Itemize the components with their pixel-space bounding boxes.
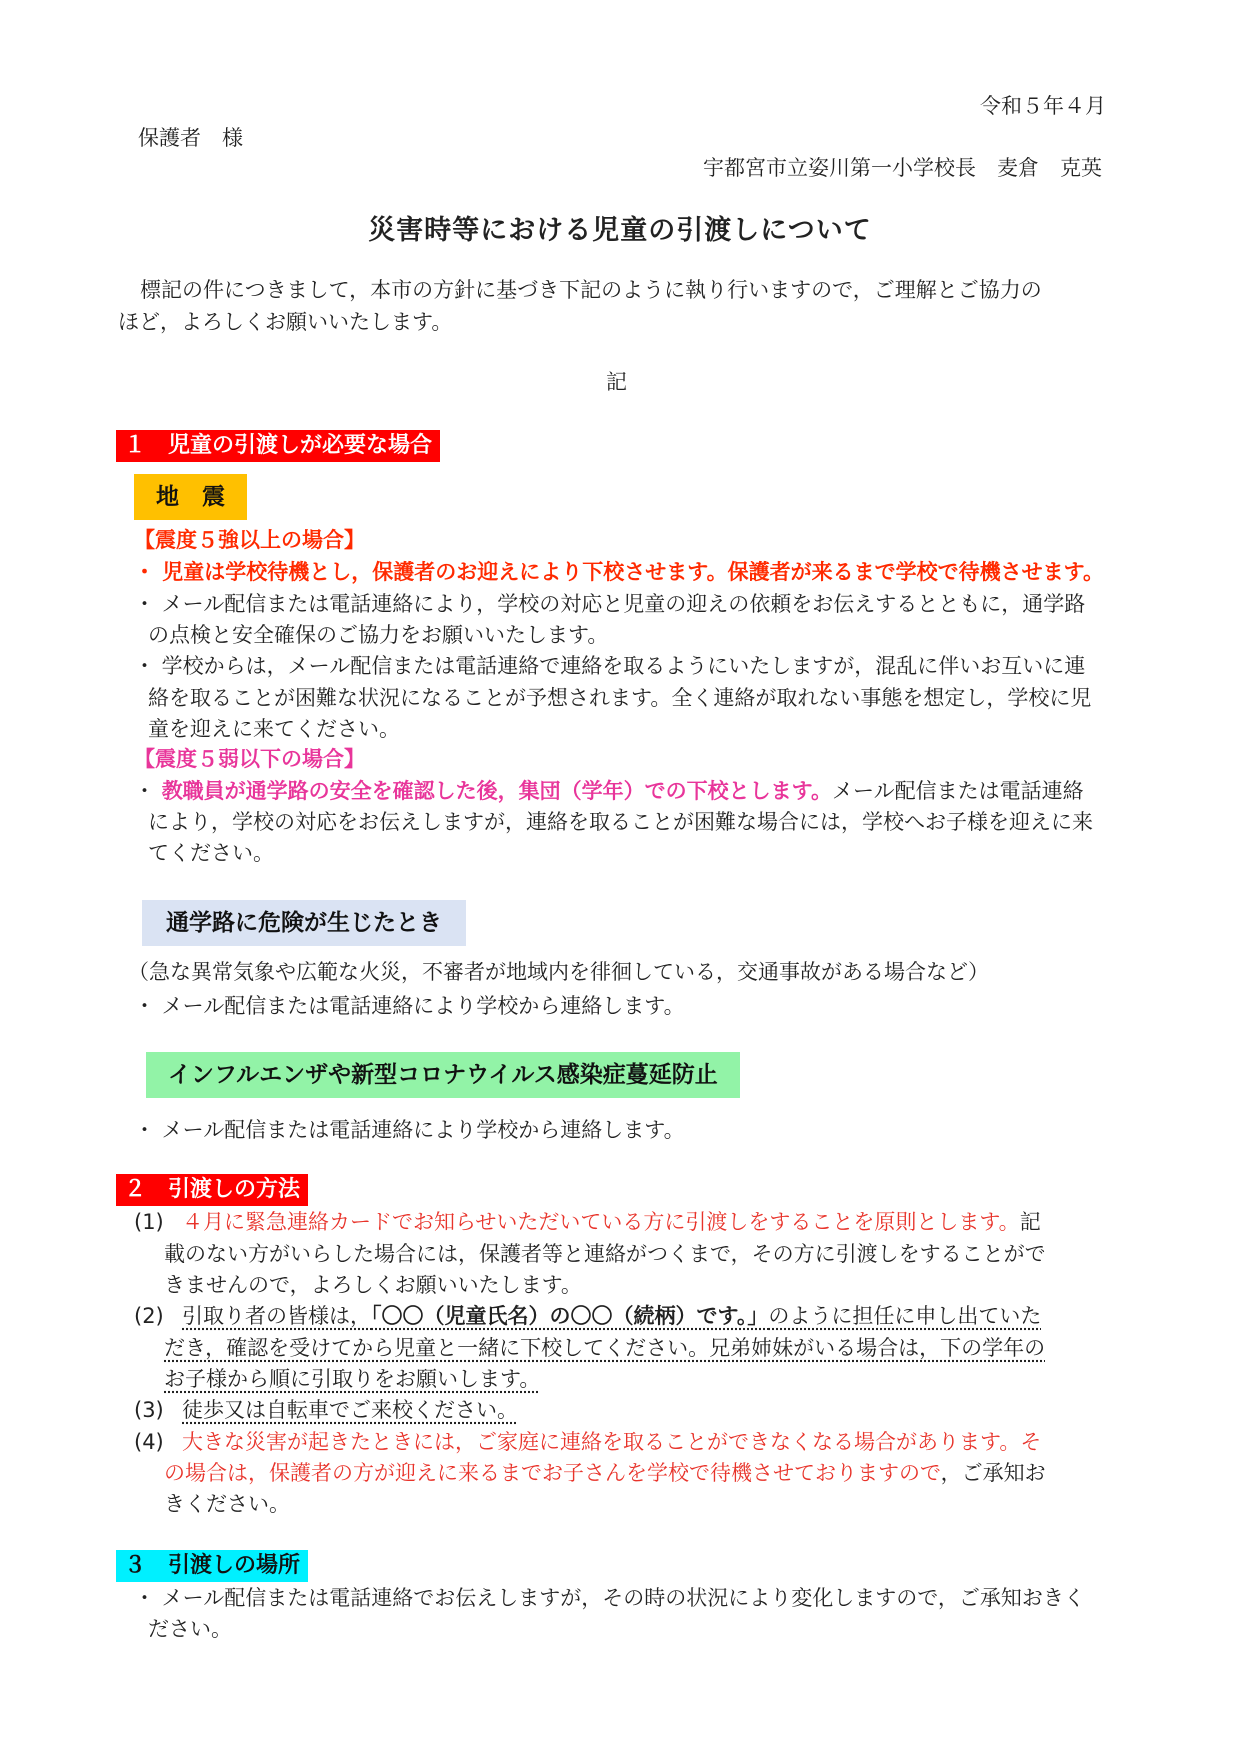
method-item-4-rest: ，ご承知お [940, 1461, 1046, 1485]
section-3-heading: ３ 引渡しの場所 [116, 1550, 308, 1582]
sender-line: 宇都宮市立姿川第一小学校長 麦倉 克英 [703, 156, 1102, 180]
strong-quake-bullet-c-line-1: ・ 学校からは，メール配信または電話連絡で連絡を取るようにいたしますが，混乱に伴いお互いに連 [134, 654, 1086, 678]
method-item-2-part-c: のように担任に申し出ていた [768, 1304, 1042, 1328]
method-item-4-line-2 [164, 1457, 1046, 1489]
method-item-4-line-3: きください。 [164, 1492, 290, 1516]
date-line: 令和５年４月 [980, 94, 1106, 118]
method-item-1-rest: 記 [1019, 1210, 1041, 1234]
earthquake-label: 地 震 [134, 474, 247, 520]
recipient-line: 保護者 様 [138, 126, 243, 150]
influenza-label: インフルエンザや新型コロナウイルス感染症蔓延防止 [146, 1052, 740, 1098]
method-item-4-line-1: 大きな災害が起きたときには，ご家庭に連絡を取ることができなくなる場合があります。そ [182, 1430, 1042, 1454]
method-item-4-num: (4) [134, 1430, 164, 1454]
bullet-mark: ・ [134, 779, 162, 803]
weak-quake-heading: 【震度５弱以下の場合】 [134, 747, 365, 771]
method-item-1-line-2: 載のない方がいらした場合には，保護者等と連絡がつくまで，その方に引渡しをすることがで [164, 1242, 1046, 1266]
weak-quake-rest: メール配信または電話連絡 [832, 779, 1084, 803]
strong-quake-bullet-b-line-2: の点検と安全確保のご協力をお願いいたします。 [148, 623, 609, 647]
section-1-heading: １ 児童の引渡しが必要な場合 [116, 430, 440, 462]
method-item-2-line-1 [182, 1300, 1041, 1332]
method-item-4-emphasis: の場合は，保護者の方が迎えに来るまでお子さんを学校で待機させておりますので [164, 1461, 941, 1485]
method-item-1-line-1 [182, 1206, 1041, 1238]
route-danger-note: （急な異常気象や広範な火災，不審者が地域内を徘徊している，交通事故がある場合など） [128, 960, 989, 984]
place-bullet-line-1: ・ メール配信または電話連絡でお伝えしますが，その時の状況により変化しますので，ご承知おきく [134, 1586, 1085, 1610]
strong-quake-bullet-a: ・ 児童は学校待機とし，保護者のお迎えにより下校させます。保護者が来るまで学校で待機させます。 [134, 560, 1104, 584]
place-bullet-line-2: ださい。 [148, 1617, 232, 1641]
method-item-3-text: 徒歩又は自転車でご来校ください。 [182, 1398, 518, 1422]
strong-quake-bullet-b-line-1: ・ メール配信または電話連絡により，学校の対応と児童の迎えの依頼をお伝えするとともに，通学路 [134, 592, 1086, 616]
weak-quake-bullet-line-2: により，学校の対応をお伝えしますが，連絡を取ることが困難な場合には，学校へお子様を迎えに来 [148, 810, 1093, 834]
method-item-1-emphasis: ４月に緊急連絡カードでお知らせいただいている方に引渡しをすることを原則とします。 [182, 1210, 1020, 1234]
method-item-1-num: (1) [134, 1210, 164, 1234]
weak-quake-bullet-line-3: てください。 [148, 841, 274, 865]
intro-line-1: 標記の件につきまして，本市の方針に基づき下記のように執り行いますので，ご理解とご協力の [140, 278, 1042, 302]
method-item-2-line-3: お子様から順に引取りをお願いします。 [164, 1367, 541, 1391]
method-item-2-quote: 「〇〇（児童氏名）の〇〇（続柄）です。」 [371, 1304, 769, 1328]
strong-quake-bullet-c-line-3: 童を迎えに来てください。 [148, 717, 400, 741]
route-danger-label: 通学路に危険が生じたとき [142, 900, 466, 946]
intro-line-2: ほど，よろしくお願いいたします。 [118, 310, 453, 334]
route-danger-bullet: ・ メール配信または電話連絡により学校から連絡します。 [134, 994, 685, 1018]
strong-quake-heading: 【震度５強以上の場合】 [134, 528, 365, 552]
method-item-2-num: (2) [134, 1304, 164, 1328]
method-item-3-num: (3) [134, 1398, 164, 1422]
ki-mark: 記 [606, 370, 627, 394]
weak-quake-emphasis: 教職員が通学路の安全を確認した後，集団（学年）での下校とします。 [161, 779, 833, 803]
strong-quake-bullet-c-line-2: 絡を取ることが困難な状況になることが予想されます。全く連絡が取れない事態を想定し，学校に児 [148, 686, 1092, 710]
section-2-heading: ２ 引渡しの方法 [116, 1174, 308, 1206]
weak-quake-bullet-line-1 [134, 775, 1084, 807]
method-item-2-line-2: だき，確認を受けてから児童と一緒に下校してください。兄弟姉妹がいる場合は，下の学年の [164, 1336, 1046, 1360]
influenza-bullet: ・ メール配信または電話連絡により学校から連絡します。 [134, 1118, 685, 1142]
document-title: 災害時等における児童の引渡しについて [368, 215, 872, 246]
method-item-2-part-a: 引取り者の皆様は， [182, 1304, 371, 1328]
method-item-1-line-3: きませんので，よろしくお願いいたします。 [164, 1273, 582, 1297]
